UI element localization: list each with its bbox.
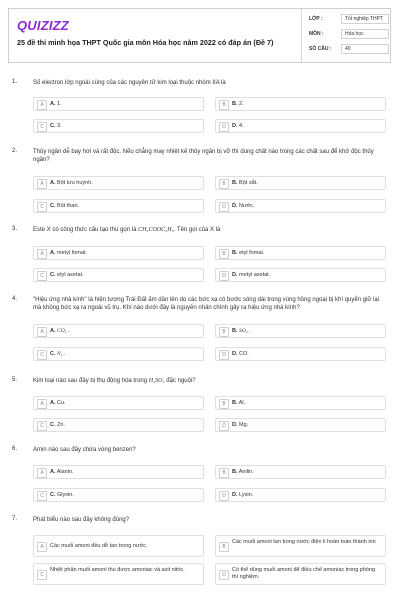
header-divider <box>301 9 302 62</box>
option-c[interactable] <box>33 199 204 213</box>
option-c[interactable] <box>33 563 204 585</box>
option-letter: A <box>37 399 47 409</box>
option-label: B. <box>232 250 238 256</box>
question-number: 3. <box>12 226 18 232</box>
option-letter: A <box>37 100 47 110</box>
option-letter: D <box>219 350 229 360</box>
option-label: B. <box>232 180 238 186</box>
option-d[interactable] <box>215 119 386 133</box>
option-b[interactable] <box>215 535 386 557</box>
option-letter: D <box>219 202 229 212</box>
option-a[interactable] <box>33 246 204 260</box>
option-c[interactable] <box>33 488 204 502</box>
option-label: A. <box>50 328 56 334</box>
question-number: 1. <box>12 79 18 85</box>
question-number: 5. <box>12 377 18 383</box>
quizizz-logo[interactable]: QUIZIZZ <box>17 18 69 33</box>
worksheet-header <box>8 8 391 63</box>
option-label: A. <box>50 101 56 107</box>
document-title: 25 đề thi minh họa THPT Quốc gia môn Hóa học năm 2022 có đáp án (Đề 7) <box>17 38 274 47</box>
option-label: D. <box>232 492 238 498</box>
option-text: Nước. <box>239 203 255 209</box>
option-label: C. <box>50 272 56 278</box>
option-label: C. <box>50 123 56 129</box>
option-text: Anilin. <box>238 469 254 475</box>
count-label: SỐ CÂU : <box>309 46 332 52</box>
option-letter: B <box>219 100 229 110</box>
option-text: Al. <box>238 400 246 406</box>
option-label: C. <box>50 351 56 357</box>
question-text: Số electron lớp ngoài cùng của các nguyên tử kim loại thuộc nhóm IIA là <box>33 80 226 86</box>
option-text: Bột than. <box>57 203 80 209</box>
class-field: Tốt nghiệp THPT <box>341 14 389 24</box>
question-text: Amin nào sau đây chứa vòng benzen? <box>33 447 136 453</box>
option-text: 2. <box>239 101 244 107</box>
option-text: Mg. <box>239 422 249 428</box>
question-text: "Hiệu ứng nhà kính" là hiện tượng Trái Đất ấm dần lên do các bức xạ có bước sóng dài trong vùng hồng ngoại bị khí quyển giữ lại mà không bức xạ ra ngoài vũ trụ. Khí nào dưới đây là nguyên nhân chính gây ra hiệu ứng nhà kính? <box>33 297 380 311</box>
option-text: Cu. <box>57 400 66 406</box>
option-b[interactable] <box>215 176 386 190</box>
option-b[interactable] <box>215 97 386 111</box>
option-d[interactable] <box>215 199 386 213</box>
option-letter: A <box>37 327 47 337</box>
option-text: Glyxin. <box>57 492 74 498</box>
option-letter: B <box>219 542 229 552</box>
option-text: Có thể dùng muối amoni để điều chế amoniac trong phòng thí nghiệm. <box>232 567 376 580</box>
option-c[interactable] <box>33 418 204 432</box>
option-letter: D <box>219 491 229 501</box>
option-label: B. <box>232 328 238 334</box>
option-c[interactable] <box>33 347 204 361</box>
option-label: D. <box>232 123 238 129</box>
option-text: 3. <box>57 123 62 129</box>
option-d[interactable] <box>215 268 386 282</box>
option-text: CO₂ . <box>57 328 70 334</box>
option-b[interactable] <box>215 246 386 260</box>
option-a[interactable] <box>33 465 204 479</box>
option-text: Alanin. <box>56 469 74 475</box>
option-b[interactable] <box>215 324 386 338</box>
option-letter: C <box>37 570 47 580</box>
option-letter: C <box>37 122 47 132</box>
option-letter: A <box>37 468 47 478</box>
option-c[interactable] <box>33 268 204 282</box>
option-letter: D <box>219 421 229 431</box>
option-label: B. <box>232 101 238 107</box>
chemical-formula: H₂SO₄ <box>148 378 165 384</box>
option-text: Zn. <box>57 422 65 428</box>
option-letter: C <box>37 271 47 281</box>
option-letter: B <box>219 249 229 259</box>
option-text: Bột sắt. <box>239 180 258 186</box>
option-text: Các muối amoni tan trong nước điện li hoàn toàn thành ion <box>232 539 376 545</box>
option-letter: D <box>219 271 229 281</box>
option-text: Nhiệt phân muối amoni thu được amoniac và axit nitric. <box>50 567 185 573</box>
option-text: SO₂ . <box>239 328 251 334</box>
option-c[interactable] <box>33 119 204 133</box>
question-number: 4. <box>12 296 18 302</box>
question-text: Phát biểu nào sau đây không đúng? <box>33 517 130 523</box>
option-label: D. <box>232 422 238 428</box>
option-label: A. <box>50 400 56 406</box>
option-letter: B <box>219 327 229 337</box>
subject-label: MÔN : <box>309 31 324 37</box>
option-text: CO. <box>239 351 249 357</box>
option-label: B. <box>232 469 238 475</box>
question-text: Kim loại nào sau đây bị thụ động hóa trong H₂SO₄ đặc nguội? <box>33 378 196 384</box>
option-text: 4. <box>239 123 244 129</box>
option-text: etyl axetat. <box>57 272 84 278</box>
option-letter: D <box>219 570 229 580</box>
option-label: C. <box>50 492 56 498</box>
option-label: B. <box>232 400 238 406</box>
option-letter: B <box>219 179 229 189</box>
option-text: etyl fomat. <box>239 250 265 256</box>
option-letter: C <box>37 350 47 360</box>
option-label: A. <box>50 180 56 186</box>
option-a[interactable] <box>33 535 204 557</box>
option-text: N₂ . <box>57 351 66 357</box>
option-letter: B <box>219 468 229 478</box>
option-text: Bột lưu huỳnh. <box>57 180 93 186</box>
option-letter: C <box>37 491 47 501</box>
option-letter: D <box>219 122 229 132</box>
option-label: D. <box>232 351 238 357</box>
question-number: 2. <box>12 148 18 154</box>
option-d[interactable] <box>215 347 386 361</box>
option-text: metyl fomat. <box>57 250 87 256</box>
option-text: metyl axetat. <box>239 272 271 278</box>
class-label: LỚP : <box>309 16 323 22</box>
option-a[interactable] <box>33 176 204 190</box>
option-text: Lysin. <box>239 492 254 498</box>
option-letter: A <box>37 542 47 552</box>
option-a[interactable] <box>33 396 204 410</box>
option-letter: C <box>37 202 47 212</box>
question-text: Thủy ngân dễ bay hơi và rất độc. Nếu chẳng may nhiệt kế thủy ngân bị vỡ thì dùng chất nào trong các chất sau để khử độc thủy ngân? <box>33 149 374 163</box>
question-number: 7. <box>12 516 18 522</box>
option-a[interactable] <box>33 97 204 111</box>
option-text: 1. <box>57 101 62 107</box>
option-text: Các muối amoni đều dễ tan trong nước. <box>50 543 148 549</box>
option-d[interactable] <box>215 563 386 585</box>
option-label: C. <box>50 422 56 428</box>
option-letter: A <box>37 179 47 189</box>
chemical-formula: CH₃COOC₂H₅ <box>138 227 174 233</box>
subject-field: Hóa học <box>341 29 389 39</box>
option-b[interactable] <box>215 465 386 479</box>
option-d[interactable] <box>215 418 386 432</box>
option-d[interactable] <box>215 488 386 502</box>
option-letter: A <box>37 249 47 259</box>
option-letter: B <box>219 399 229 409</box>
option-label: A. <box>50 250 56 256</box>
option-a[interactable] <box>33 324 204 338</box>
option-letter: C <box>37 421 47 431</box>
question-number: 6. <box>12 446 18 452</box>
option-label: A. <box>50 469 56 475</box>
option-label: D. <box>232 203 238 209</box>
question-text: Este X có công thức cấu tạo thu gọn là CH₃COOC₂H₅. Tên gọi của X là <box>33 227 221 233</box>
option-label: C. <box>50 203 56 209</box>
option-label: D. <box>232 272 238 278</box>
count-field: 40 <box>341 44 389 54</box>
option-b[interactable] <box>215 396 386 410</box>
